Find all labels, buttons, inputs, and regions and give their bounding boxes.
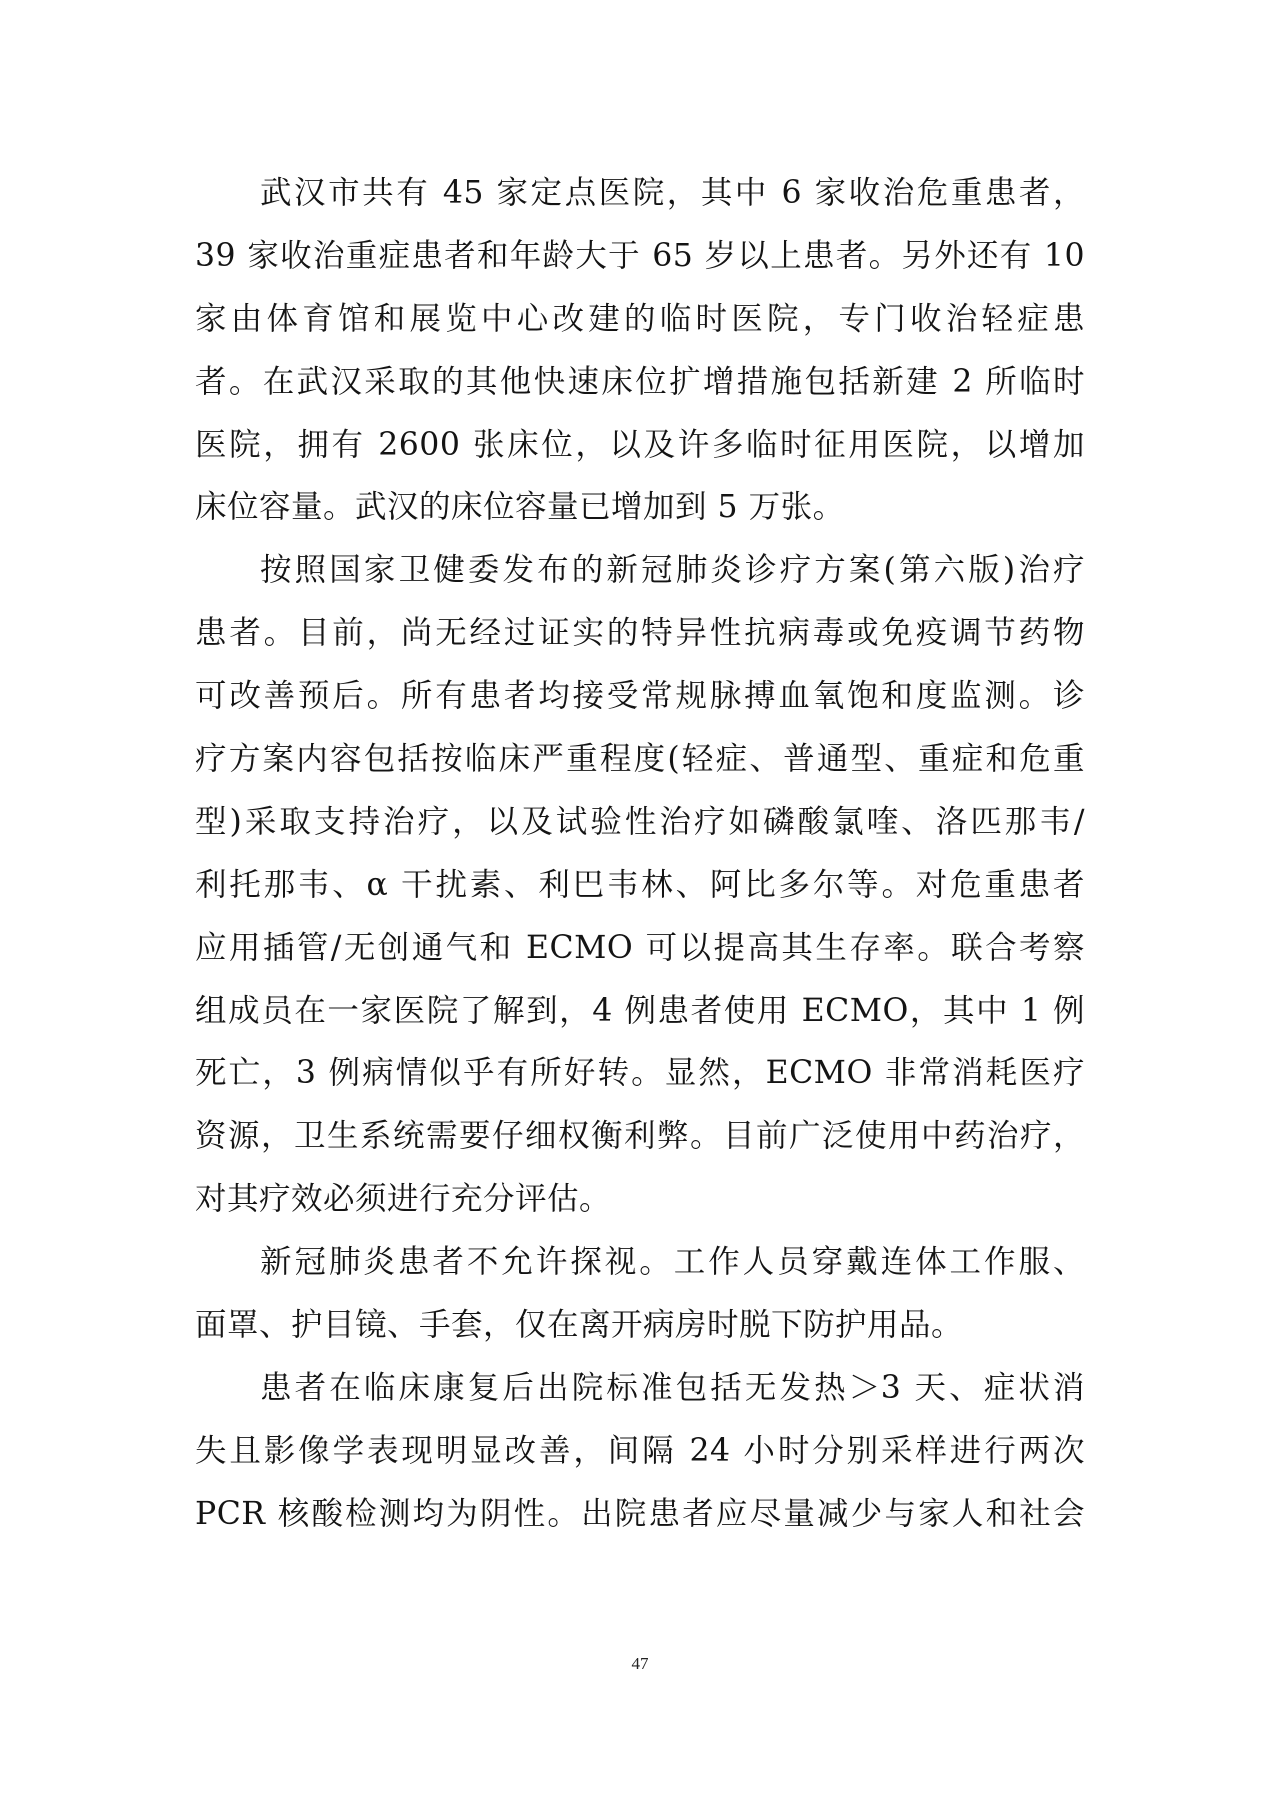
text-line: 家由体育馆和展览中心改建的临时医院，专门收治轻症患 xyxy=(195,300,1085,337)
text-line: 按照国家卫健委发布的新冠肺炎诊疗方案(第六版)治疗 xyxy=(260,552,1085,589)
text-line: 面罩、护目镜、手套，仅在离开病房时脱下防护用品。 xyxy=(195,1307,964,1344)
text-line: 可改善预后。所有患者均接受常规脉搏血氧饱和度监测。诊 xyxy=(195,678,1085,715)
paragraph-designated-hospitals xyxy=(195,162,1085,539)
text-line: PCR 核酸检测均为阴性。出院患者应尽量减少与家人和社会 xyxy=(195,1495,1085,1532)
paragraph-treatment-plan xyxy=(195,539,1085,1231)
text-line: 应用插管/无创通气和 ECMO 可以提高其生存率。联合考察 xyxy=(195,929,1085,966)
text-line: 武汉市共有 45 家定点医院，其中 6 家收治危重患者， xyxy=(260,175,1085,211)
text-line: 资源，卫生系统需要仔细权衡利弊。目前广泛使用中药治疗， xyxy=(195,1118,1085,1155)
text-line: 失且影像学表现明显改善，间隔 24 小时分别采样进行两次 xyxy=(195,1432,1085,1469)
text-line: 型)采取支持治疗，以及试验性治疗如磷酸氯喹、洛匹那韦/ xyxy=(195,803,1085,840)
text-line: 患者在临床康复后出院标准包括无发热＞3 天、症状消 xyxy=(260,1369,1085,1406)
text-line: 患者。目前，尚无经过证实的特异性抗病毒或免疫调节药物 xyxy=(195,615,1085,652)
text-line: 对其疗效必须进行充分评估。 xyxy=(195,1181,612,1218)
text-line: 疗方案内容包括按临床严重程度(轻症、普通型、重症和危重 xyxy=(195,741,1085,778)
text-line: 死亡，3 例病情似乎有所好转。显然，ECMO 非常消耗医疗 xyxy=(195,1055,1085,1092)
text-line: 床位容量。武汉的床位容量已增加到 5 万张。 xyxy=(195,489,845,526)
page-number: 47 xyxy=(631,1654,649,1673)
body-text xyxy=(195,162,1085,1546)
text-line: 39 家收治重症患者和年龄大于 65 岁以上患者。另外还有 10 xyxy=(195,237,1085,274)
text-line: 组成员在一家医院了解到，4 例患者使用 ECMO，其中 1 例 xyxy=(195,992,1085,1029)
paragraph-discharge-criteria xyxy=(195,1357,1085,1546)
text-line: 者。在武汉采取的其他快速床位扩增措施包括新建 2 所临时 xyxy=(195,363,1085,400)
text-line: 新冠肺炎患者不允许探视。工作人员穿戴连体工作服、 xyxy=(260,1244,1085,1281)
text-line: 利托那韦、α 干扰素、利巴韦林、阿比多尔等。对危重患者 xyxy=(195,866,1085,903)
paragraph-visiting-policy xyxy=(195,1231,1085,1357)
text-line: 医院，拥有 2600 张床位，以及许多临时征用医院，以增加 xyxy=(195,426,1085,463)
